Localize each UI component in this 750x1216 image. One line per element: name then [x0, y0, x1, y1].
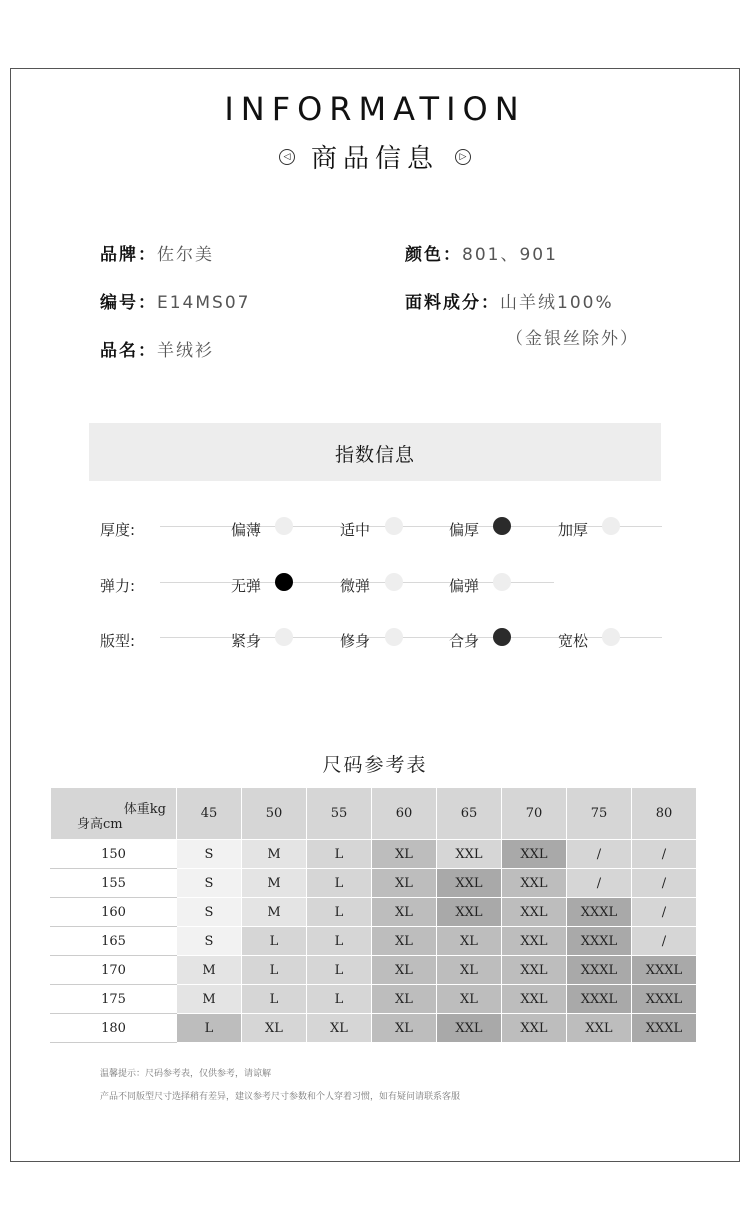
fit-dot-regular-selected [493, 628, 511, 646]
fit-dot-loose [602, 628, 620, 646]
size-chart-corner [51, 788, 177, 840]
size-cell: M [242, 840, 307, 869]
size-cell: XL [437, 927, 502, 956]
index-title: 指数信息 [334, 444, 415, 466]
size-cell: L [307, 898, 372, 927]
size-chart-title: 尺码参考表 [322, 754, 428, 776]
size-cell: XXL [437, 869, 502, 898]
size-note-2: 产品不同版型尺寸选择稍有差异，建议参考尺寸参数和个人穿着习惯，如有疑问请联系客服 [100, 1092, 461, 1102]
size-cell: L [242, 956, 307, 985]
size-chart-header-row [51, 788, 697, 840]
elasticity-dot-stretchy [493, 573, 511, 591]
fit-option-tight: 紧身 [231, 632, 262, 650]
size-cell: XL [307, 1014, 372, 1043]
thickness-dot-thin [275, 517, 293, 535]
size-cell: XXXL [567, 898, 632, 927]
weight-header: 60 [372, 788, 437, 840]
size-cell: L [307, 840, 372, 869]
size-cell: XXL [567, 1014, 632, 1043]
size-cell: L [177, 1014, 242, 1043]
info-fabric-note [506, 324, 639, 349]
size-cell: XXL [502, 1014, 567, 1043]
weight-header: 80 [632, 788, 697, 840]
title-english: INFORMATION [224, 90, 526, 128]
size-cell: XXL [437, 840, 502, 869]
table-row [51, 869, 697, 898]
thickness-dot-medium [385, 517, 403, 535]
height-axis-label: 身高cm [77, 817, 123, 832]
height-cell: 150 [51, 840, 177, 869]
weight-header: 55 [307, 788, 372, 840]
thickness-option-thin: 偏薄 [231, 521, 262, 539]
thickness-dot-extra-thick [602, 517, 620, 535]
height-cell: 165 [51, 927, 177, 956]
size-chart-table [50, 787, 697, 1043]
size-cell: XL [437, 985, 502, 1014]
code-label: 编号： [100, 293, 157, 313]
brand-label: 品牌： [100, 245, 157, 265]
weight-header: 75 [567, 788, 632, 840]
size-cell: XXL [502, 898, 567, 927]
height-cell: 180 [51, 1014, 177, 1043]
size-cell: / [632, 927, 697, 956]
table-row [51, 898, 697, 927]
size-cell: / [632, 840, 697, 869]
info-fabric [405, 288, 614, 313]
table-row [51, 985, 697, 1014]
size-cell: XXXL [567, 927, 632, 956]
fabric-value: 山羊绒100% [500, 293, 614, 313]
size-cell: XXL [437, 898, 502, 927]
thickness-option-thick: 偏厚 [449, 521, 480, 539]
size-cell: S [177, 840, 242, 869]
size-cell: XXL [502, 985, 567, 1014]
size-cell: L [242, 927, 307, 956]
size-cell: XL [437, 956, 502, 985]
info-color [405, 240, 558, 265]
thickness-dot-thick-selected [493, 517, 511, 535]
size-cell: XXL [502, 956, 567, 985]
table-row [51, 1014, 697, 1043]
height-cell: 175 [51, 985, 177, 1014]
fit-label: 版型: [100, 632, 136, 650]
table-row [51, 840, 697, 869]
fit-dot-tight [275, 628, 293, 646]
size-cell: XXXL [567, 985, 632, 1014]
size-cell: L [307, 956, 372, 985]
fit-option-loose: 宽松 [558, 632, 589, 650]
height-cell: 170 [51, 956, 177, 985]
size-cell: XXL [502, 869, 567, 898]
size-cell: / [567, 869, 632, 898]
code-value: E14MS07 [157, 293, 251, 313]
fabric-note: （金银丝除外） [506, 329, 639, 349]
thickness-option-medium: 适中 [340, 521, 371, 539]
height-cell: 160 [51, 898, 177, 927]
size-cell: XXXL [632, 985, 697, 1014]
weight-axis-label: 体重kg [123, 802, 166, 817]
elasticity-option-slight: 微弹 [340, 577, 371, 595]
arrow-right-icon: ▷ [455, 149, 471, 165]
size-cell: S [177, 898, 242, 927]
elasticity-dot-slight [385, 573, 403, 591]
size-cell: / [632, 869, 697, 898]
title-chinese-text: 商品信息 [310, 144, 439, 174]
size-cell: / [567, 840, 632, 869]
thickness-option-extra-thick: 加厚 [558, 521, 589, 539]
fit-dot-slim [385, 628, 403, 646]
elasticity-option-stretchy: 偏弹 [449, 577, 480, 595]
size-cell: XL [372, 985, 437, 1014]
elasticity-label: 弹力: [100, 577, 136, 595]
size-cell: XXXL [632, 1014, 697, 1043]
size-cell: XL [242, 1014, 307, 1043]
height-cell: 155 [51, 869, 177, 898]
size-cell: L [307, 985, 372, 1014]
elasticity-dot-none-selected [275, 573, 293, 591]
brand-value: 佐尔美 [157, 245, 214, 265]
size-cell: XXXL [567, 956, 632, 985]
size-cell: XXL [502, 840, 567, 869]
arrow-left-icon: ◁ [279, 149, 295, 165]
index-section-header [89, 423, 661, 481]
size-cell: XL [372, 956, 437, 985]
thickness-label: 厚度: [100, 521, 136, 539]
fabric-label: 面料成分： [405, 293, 500, 313]
fit-option-regular: 合身 [449, 632, 480, 650]
size-cell: S [177, 927, 242, 956]
size-cell: XL [372, 840, 437, 869]
table-row [51, 927, 697, 956]
name-value: 羊绒衫 [157, 341, 214, 361]
size-cell: XXL [502, 927, 567, 956]
size-cell: XXL [437, 1014, 502, 1043]
size-note-1: 温馨提示：尺码参考表，仅供参考，请谅解 [100, 1069, 272, 1079]
color-label: 颜色： [405, 245, 462, 265]
fit-option-slim: 修身 [340, 632, 371, 650]
size-cell: XL [372, 1014, 437, 1043]
weight-header: 45 [177, 788, 242, 840]
size-cell: XL [372, 869, 437, 898]
size-cell: XL [372, 927, 437, 956]
size-cell: L [307, 869, 372, 898]
size-cell: M [242, 869, 307, 898]
info-code [100, 288, 250, 313]
size-cell: / [632, 898, 697, 927]
size-cell: S [177, 869, 242, 898]
table-row [51, 956, 697, 985]
size-cell: L [242, 985, 307, 1014]
elasticity-option-none: 无弹 [231, 577, 262, 595]
title-chinese [0, 138, 750, 175]
size-cell: L [307, 927, 372, 956]
info-name [100, 336, 214, 361]
size-cell: XXXL [632, 956, 697, 985]
weight-header: 50 [242, 788, 307, 840]
weight-header: 65 [437, 788, 502, 840]
name-label: 品名： [100, 341, 157, 361]
info-brand [100, 240, 214, 265]
size-cell: M [242, 898, 307, 927]
size-cell: M [177, 956, 242, 985]
color-value: 801、901 [462, 245, 558, 265]
weight-header: 70 [502, 788, 567, 840]
size-cell: M [177, 985, 242, 1014]
size-cell: XL [372, 898, 437, 927]
